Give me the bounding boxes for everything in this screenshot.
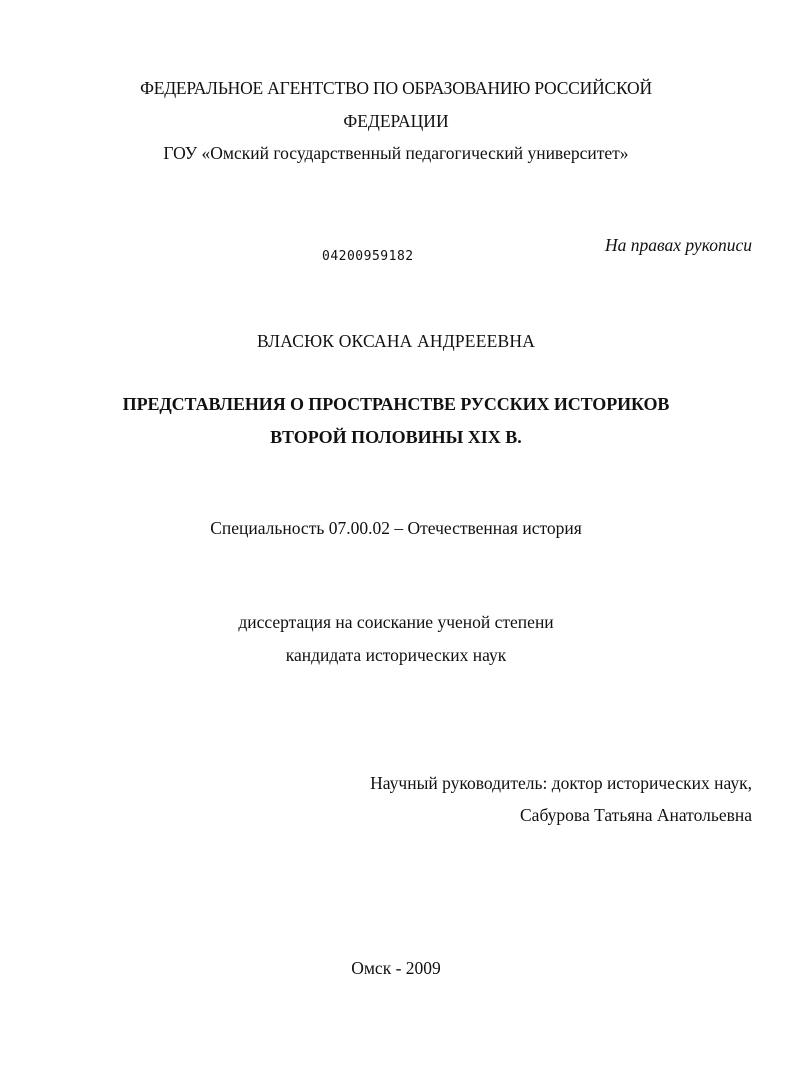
catalog-number: 04200959182	[322, 249, 414, 264]
supervisor-title: Научный руководитель: доктор исторических наук,	[370, 773, 752, 793]
dissertation-title-line-1: ПРЕДСТАВЛЕНИЯ О ПРОСТРАНСТВЕ РУССКИХ ИСТОРИКОВ	[122, 394, 670, 414]
agency-name-line-2: ФЕДЕРАЦИИ	[343, 111, 449, 131]
supervisor-block	[370, 767, 752, 831]
specialty: Специальность 07.00.02 – Отечественная история	[210, 518, 582, 538]
dissertation-title-line-2: ВТОРОЙ ПОЛОВИНЫ XIX В.	[270, 427, 522, 447]
degree-line-1: диссертация на соискание ученой степени	[238, 612, 554, 632]
manuscript-rights-note: На правах рукописи	[605, 235, 752, 255]
author-name: ВЛАСЮК ОКСАНА АНДРЕЕЕВНА	[256, 331, 536, 351]
supervisor-name: Сабурова Татьяна Анатольевна	[520, 805, 752, 825]
degree-line-2: кандидата исторических наук	[285, 645, 507, 665]
agency-name-line-1: ФЕДЕРАЛЬНОЕ АГЕНТСТВО ПО ОБРАЗОВАНИЮ РОССИЙСКОЙ	[140, 78, 652, 98]
place-and-year: Омск - 2009	[351, 958, 441, 978]
university-name: ГОУ «Омский государственный педагогический университет»	[163, 143, 629, 163]
